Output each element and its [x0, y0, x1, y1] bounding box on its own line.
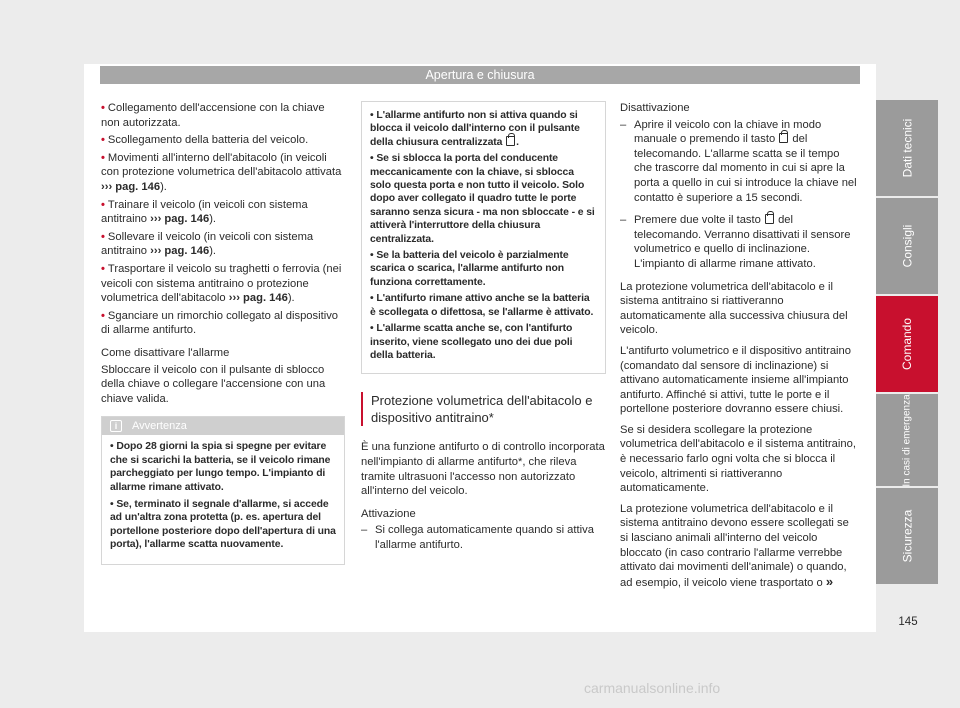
warning-item [370, 322, 597, 362]
bullet-text: Trainare il veicolo (in veicoli con sistema antitraino [101, 198, 308, 226]
warning-item [370, 152, 597, 246]
warning-item [370, 292, 597, 319]
info-icon: i [110, 420, 122, 432]
bullet-dot: • [101, 309, 105, 322]
bullet-item [101, 198, 345, 227]
column-middle [361, 101, 606, 560]
bullet-dot: • [101, 151, 105, 164]
note-item [110, 440, 336, 494]
paragraph [620, 344, 860, 417]
page-header: Apertura e chiusura [100, 66, 860, 84]
bullet-item [101, 262, 345, 306]
sidebar-tab-label: Sicurezza [900, 509, 914, 563]
section-intro: È una funzione antifurto o di controllo incorporata nell'impianto di allarme antifurto*, che rileva tramite ultrasuoni l'accesso non autorizzato all'interno del veicolo. [361, 441, 605, 498]
bullet-text: Sganciare un rimorchio collegato al dispositivo di allarme antifurto. [101, 309, 339, 337]
warning-item [370, 249, 597, 289]
paragraph-text: L'antifurto volumetrico e il dispositivo antitraino (comandato dal sensore di inclinazione) si attivano automaticamente insieme all'impianto antifurto. Affinché si attivi, tutte le porte e il portellone posteriore dovranno essere chiusi. [620, 344, 851, 416]
warning-item: • L'allarme antifurto non si attiva quando si blocca il veicolo dall'interno con il pulsante della chiusura centralizzata . [370, 110, 580, 148]
bullet-text-end: ). [209, 245, 217, 258]
sidebar-tab-label: Dati tecnici [900, 118, 914, 178]
paragraph-text: La protezione volumetrica dell'abitacolo e il sistema antitraino devono essere scollegati se si lasciano animali all'interno del veicolo bloccato (in caso contrario l'allarme verrebbe attivato dai movimenti dell'animale) o quando, ad esempio, il veicolo viene trasportato o [620, 502, 849, 589]
dash-marker: – [361, 524, 368, 537]
sidebar-tab-label: Comando [900, 317, 914, 371]
paragraph-list [620, 280, 860, 591]
page-reference-link[interactable]: ››› pag. 146 [228, 292, 288, 305]
paragraph-disable-alarm: Sbloccare il veicolo con il pulsante di sblocco della chiave o collegare l'accensione con una chiave valida. [101, 363, 326, 405]
sidebar-tab-in-casi-di-emergenza[interactable] [876, 394, 938, 486]
bullet-text: Movimenti all'interno dell'abitacolo (in veicoli con protezione volumetrica dell'abitacolo attivata [101, 151, 342, 179]
bullet-text-end: ). [160, 180, 167, 193]
warning-item-text: L'allarme scatta anche se, con l'antifurto inserito, viene scollegato uno dei due poli della batteria. [370, 323, 573, 361]
note-box [101, 416, 345, 564]
bullet-dot: • [101, 230, 105, 243]
page-number: 145 [898, 616, 918, 628]
dash-item-text-end: del telecomando. Verranno disattivati il sensore volumetrico e quello di inclinazione. L'impianto di allarme rimane attivato. [634, 214, 851, 270]
warning-item-text: Se si sblocca la porta del conducente meccanicamente con la chiave, si sblocca solo questa porta e non tutto il veicolo. Solo dopo aver collegato il quadro tutte le porte saranno senza sicura - ma non sbloccate - e si attiverà l'interruttore della chiusura centralizzata. [370, 153, 595, 245]
deactivation-heading: Disattivazione [620, 102, 690, 114]
bullet-dot: • [370, 293, 377, 305]
note-item [110, 498, 336, 552]
sidebar-tab-comando[interactable] [876, 296, 938, 392]
page-reference-link[interactable]: ››› pag. 146 [150, 213, 210, 226]
note-header [102, 417, 344, 435]
dash-item-text-end: del telecomando. L'allarme scatta se il tempo che trascorre dal momento in cui si apre la porta a quello in cui si introduce la chiave nel contatto è superiore a 15 secondi. [634, 133, 857, 204]
warning-item-text: L'antifurto rimane attivo anche se la batteria è scollegata o difettosa, se l'allarme è attivato. [370, 293, 594, 318]
lock-icon [506, 136, 515, 146]
section-title: Protezione volumetrica dell'abitacolo e dispositivo antitraino* [361, 392, 606, 426]
dash-marker: – [620, 214, 627, 227]
paragraph [620, 280, 860, 338]
bullet-dot: • [101, 262, 105, 275]
bullet-text: Scollegamento della batteria del veicolo. [107, 134, 309, 147]
deactivation-list [620, 118, 860, 272]
paragraph [620, 502, 860, 591]
sidebar-tab-consigli[interactable] [876, 198, 938, 294]
paragraph-text: La protezione volumetrica dell'abitacolo e il sistema antitraino si riattiveranno automaticamente alla successiva chiusura del veicolo. [620, 280, 848, 337]
lock-icon [765, 214, 774, 224]
paragraph-text: Se si desidera scollegare la protezione volumetrica dell'abitacolo e il sistema antitraino, è necessario farlo ogni volta che si blocca il veicolo, altrimenti si riattiveranno automaticamente. [620, 423, 856, 495]
bullet-dot: • [370, 323, 377, 335]
watermark: carmanualsonline.info [584, 680, 721, 696]
bullet-dot: • [101, 134, 105, 147]
bullet-text-end: ). [209, 213, 217, 226]
sidebar-tab-sicurezza[interactable] [876, 488, 938, 584]
bullet-list [101, 101, 345, 338]
sidebar-tab-label: Consigli [900, 224, 914, 268]
page-reference-link[interactable]: ››› pag. 146 [150, 245, 210, 258]
paragraph [620, 423, 860, 496]
page-reference-link[interactable]: ››› pag. 146 [101, 180, 161, 193]
column-left [101, 101, 345, 565]
bullet-text: Sollevare il veicolo (in veicoli con sistema antitraino [101, 230, 314, 258]
column-right [620, 101, 860, 596]
note-item-text: Se, terminato il segnale d'allarme, si accede ad un'altra zona protetta (p. es. apertura del portellone posteriore dopo dell'apertura di una porta), l'allarme scatta nuovamente. [110, 498, 336, 551]
sidebar-tab-label: In casi di emergenza [901, 393, 913, 487]
lock-icon [779, 133, 788, 143]
dash-marker: – [620, 118, 627, 131]
warning-box [361, 101, 606, 374]
bullet-item [101, 230, 345, 259]
bullet-dot: • [110, 498, 117, 510]
dash-item [620, 213, 860, 271]
dash-item-text: Si collega automaticamente quando si attiva l'allarme antifurto. [375, 524, 594, 551]
subheading-disable-alarm: Come disattivare l'allarme [101, 346, 230, 359]
bullet-item [101, 151, 345, 195]
note-body [102, 435, 344, 563]
bullet-dot: • [110, 441, 117, 453]
bullet-text: Trasportare il veicolo su traghetti o ferrovia (nei veicoli con sistema antitraino o protezione volumetrica dell'abitacolo [101, 262, 342, 305]
note-title: Avvertenza [132, 420, 187, 433]
activation-list [361, 523, 606, 552]
bullet-text: Collegamento dell'accensione con la chiave non autorizzata. [101, 102, 325, 129]
dash-item [620, 118, 860, 206]
dash-item [361, 523, 606, 552]
bullet-text-end: ). [287, 292, 295, 305]
bullet-dot: • [370, 250, 377, 262]
bullet-dot: • [101, 102, 105, 114]
bullet-item [101, 101, 345, 130]
sidebar-tab-dati-tecnici[interactable] [876, 100, 938, 196]
bullet-item [101, 133, 345, 148]
warning-item-text: Se la batteria del veicolo è parzialmente scarica o scarica, l'allarme antifurto non funziona correttamente. [370, 250, 569, 288]
dash-item-text: Premere due volte il tasto [634, 214, 764, 227]
activation-heading: Attivazione [361, 507, 416, 520]
bullet-dot: • [370, 110, 377, 121]
dash-item-text: Aprire il veicolo con la chiave in modo manuale o premendo il tasto [634, 118, 822, 146]
continue-arrow-icon: » [825, 573, 834, 589]
bullet-dot: • [101, 198, 105, 211]
bullet-dot: • [370, 153, 377, 165]
note-item-text: Dopo 28 giorni la spia si spegne per evitare che si scarichi la batteria, se il veicolo rimane parcheggiato per lungo tempo. L'impianto di allarme rimane attivato. [110, 441, 331, 493]
warning-item-text: L'allarme antifurto non si attiva quando si blocca il veicolo dall'interno con il pulsante della chiusura centralizzata [370, 110, 580, 148]
bullet-item [101, 309, 345, 338]
